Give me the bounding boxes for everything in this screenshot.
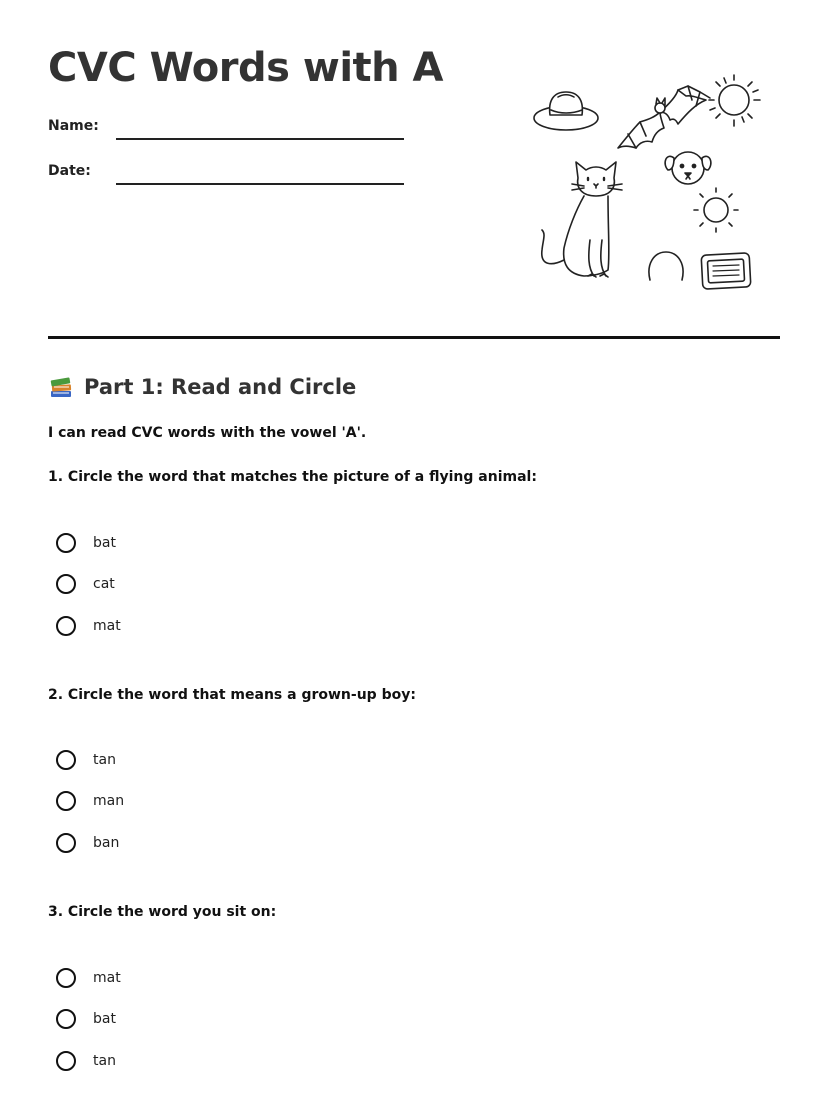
option-label: tan xyxy=(93,752,116,768)
date-field[interactable] xyxy=(116,183,404,185)
question-3-option-bat[interactable] xyxy=(56,1009,116,1029)
radio-circle-icon[interactable] xyxy=(56,750,76,770)
books-icon xyxy=(48,374,74,400)
option-label: bat xyxy=(93,535,116,551)
question-2-option-man[interactable] xyxy=(56,791,124,811)
hat-icon xyxy=(534,92,598,130)
sun-icon xyxy=(709,75,760,126)
option-label: cat xyxy=(93,576,115,592)
part1-heading-text: Part 1: Read and Circle xyxy=(84,375,357,399)
question-1-prompt: 1. Circle the word that matches the picture of a flying animal: xyxy=(48,469,537,485)
name-field[interactable] xyxy=(116,138,404,140)
worksheet-title: CVC Words with A xyxy=(48,45,444,91)
date-label: Date: xyxy=(48,163,91,179)
option-label: mat xyxy=(93,618,121,634)
radio-circle-icon[interactable] xyxy=(56,574,76,594)
question-2-prompt: 2. Circle the word that means a grown-up boy: xyxy=(48,687,416,703)
part1-heading xyxy=(48,374,356,400)
radio-circle-icon[interactable] xyxy=(56,1051,76,1071)
question-3-option-mat[interactable] xyxy=(56,968,121,988)
radio-circle-icon[interactable] xyxy=(56,833,76,853)
cat-icon xyxy=(542,162,622,277)
mat-icon xyxy=(701,253,751,289)
sun-icon xyxy=(694,188,738,232)
question-3-prompt: 3. Circle the word you sit on: xyxy=(48,904,277,920)
question-2-option-tan[interactable] xyxy=(56,750,116,770)
question-3-option-tan[interactable] xyxy=(56,1051,116,1071)
question-1-option-mat[interactable] xyxy=(56,616,121,636)
option-label: mat xyxy=(93,970,121,986)
section-divider xyxy=(48,336,780,339)
radio-circle-icon[interactable] xyxy=(56,968,76,988)
learning-objective: I can read CVC words with the vowel 'A'. xyxy=(48,425,367,441)
option-label: tan xyxy=(93,1053,116,1069)
option-label: man xyxy=(93,793,125,809)
radio-circle-icon[interactable] xyxy=(56,533,76,553)
radio-circle-icon[interactable] xyxy=(56,791,76,811)
bat-icon xyxy=(618,86,710,148)
ball-icon xyxy=(649,252,683,280)
radio-circle-icon[interactable] xyxy=(56,1009,76,1029)
question-1-option-cat[interactable] xyxy=(56,574,115,594)
question-1-option-bat[interactable] xyxy=(56,533,116,553)
name-label: Name: xyxy=(48,118,99,134)
worksheet-illustration xyxy=(528,70,768,295)
radio-circle-icon[interactable] xyxy=(56,616,76,636)
option-label: ban xyxy=(93,835,120,851)
dog-icon xyxy=(665,152,711,184)
question-2-option-ban[interactable] xyxy=(56,833,119,853)
option-label: bat xyxy=(93,1011,116,1027)
